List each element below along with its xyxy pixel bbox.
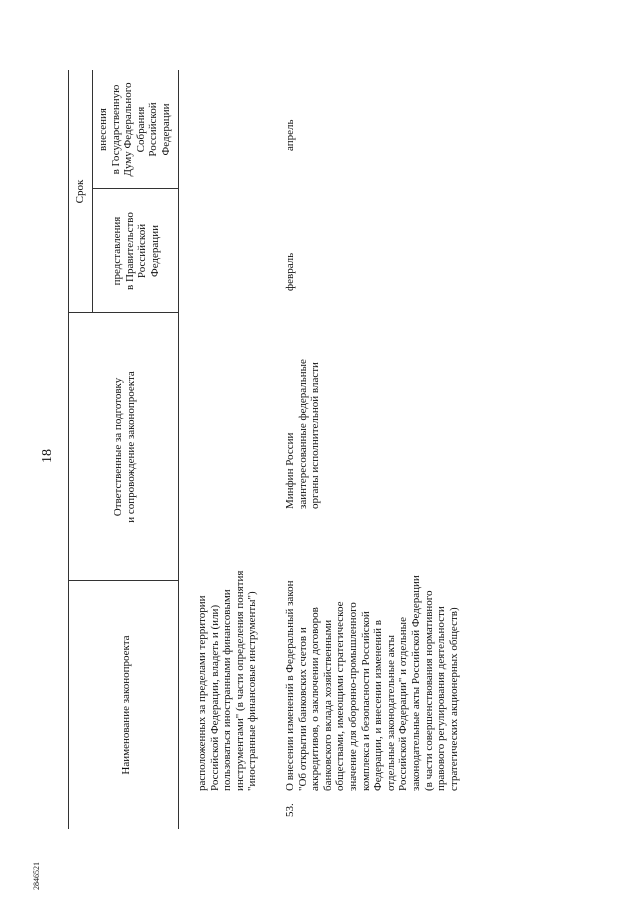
- table-top-border: [68, 70, 69, 829]
- header-submit-duma: внесения в Государственную Думу Федерального Собрания Российской Федерации: [97, 82, 172, 177]
- header-submit-government: представления в Правительство Российской Федерации: [111, 212, 161, 290]
- header-responsible: Ответственные за подготовку и сопровождение законопроекта: [112, 371, 137, 523]
- document-code: 2846521: [32, 862, 41, 890]
- term-divider: [92, 70, 93, 313]
- header-name: Наименование законопроекта: [120, 635, 132, 775]
- duma-term: апрель: [284, 119, 296, 151]
- continuation-text: расположенных за пределами территории Российской Федерации, владеть и (или) пользоваться иностранными финансовыми инструментами" (в части определения понятия "иностранные финансовые инструменты"): [196, 570, 259, 791]
- row-number: 53.: [284, 803, 296, 817]
- government-term: февраль: [284, 252, 296, 291]
- page-number: 18: [40, 449, 55, 463]
- header-term: Срок: [74, 179, 86, 204]
- bill-name: О внесении изменений в Федеральный закон "Об открытии банковских счетов и аккредитивов, о заключении договоров банковского вклада хозяйственными обществами, имеющими стратегическое значение для оборонно-промышленного комплекса и безопасности Российской Федерации, и внесении изменений в отдельные законодательные акты Российской Федерации" и отдельные законодательные акты Российской Федерации (в части совершенствования нормативного правового регулирования деятельности стратегических акционерных обществ): [284, 575, 460, 791]
- header-bottom-border: [178, 70, 179, 829]
- responsible-agencies: Минфин России заинтересованные федеральные органы исполнительной власти: [284, 359, 322, 509]
